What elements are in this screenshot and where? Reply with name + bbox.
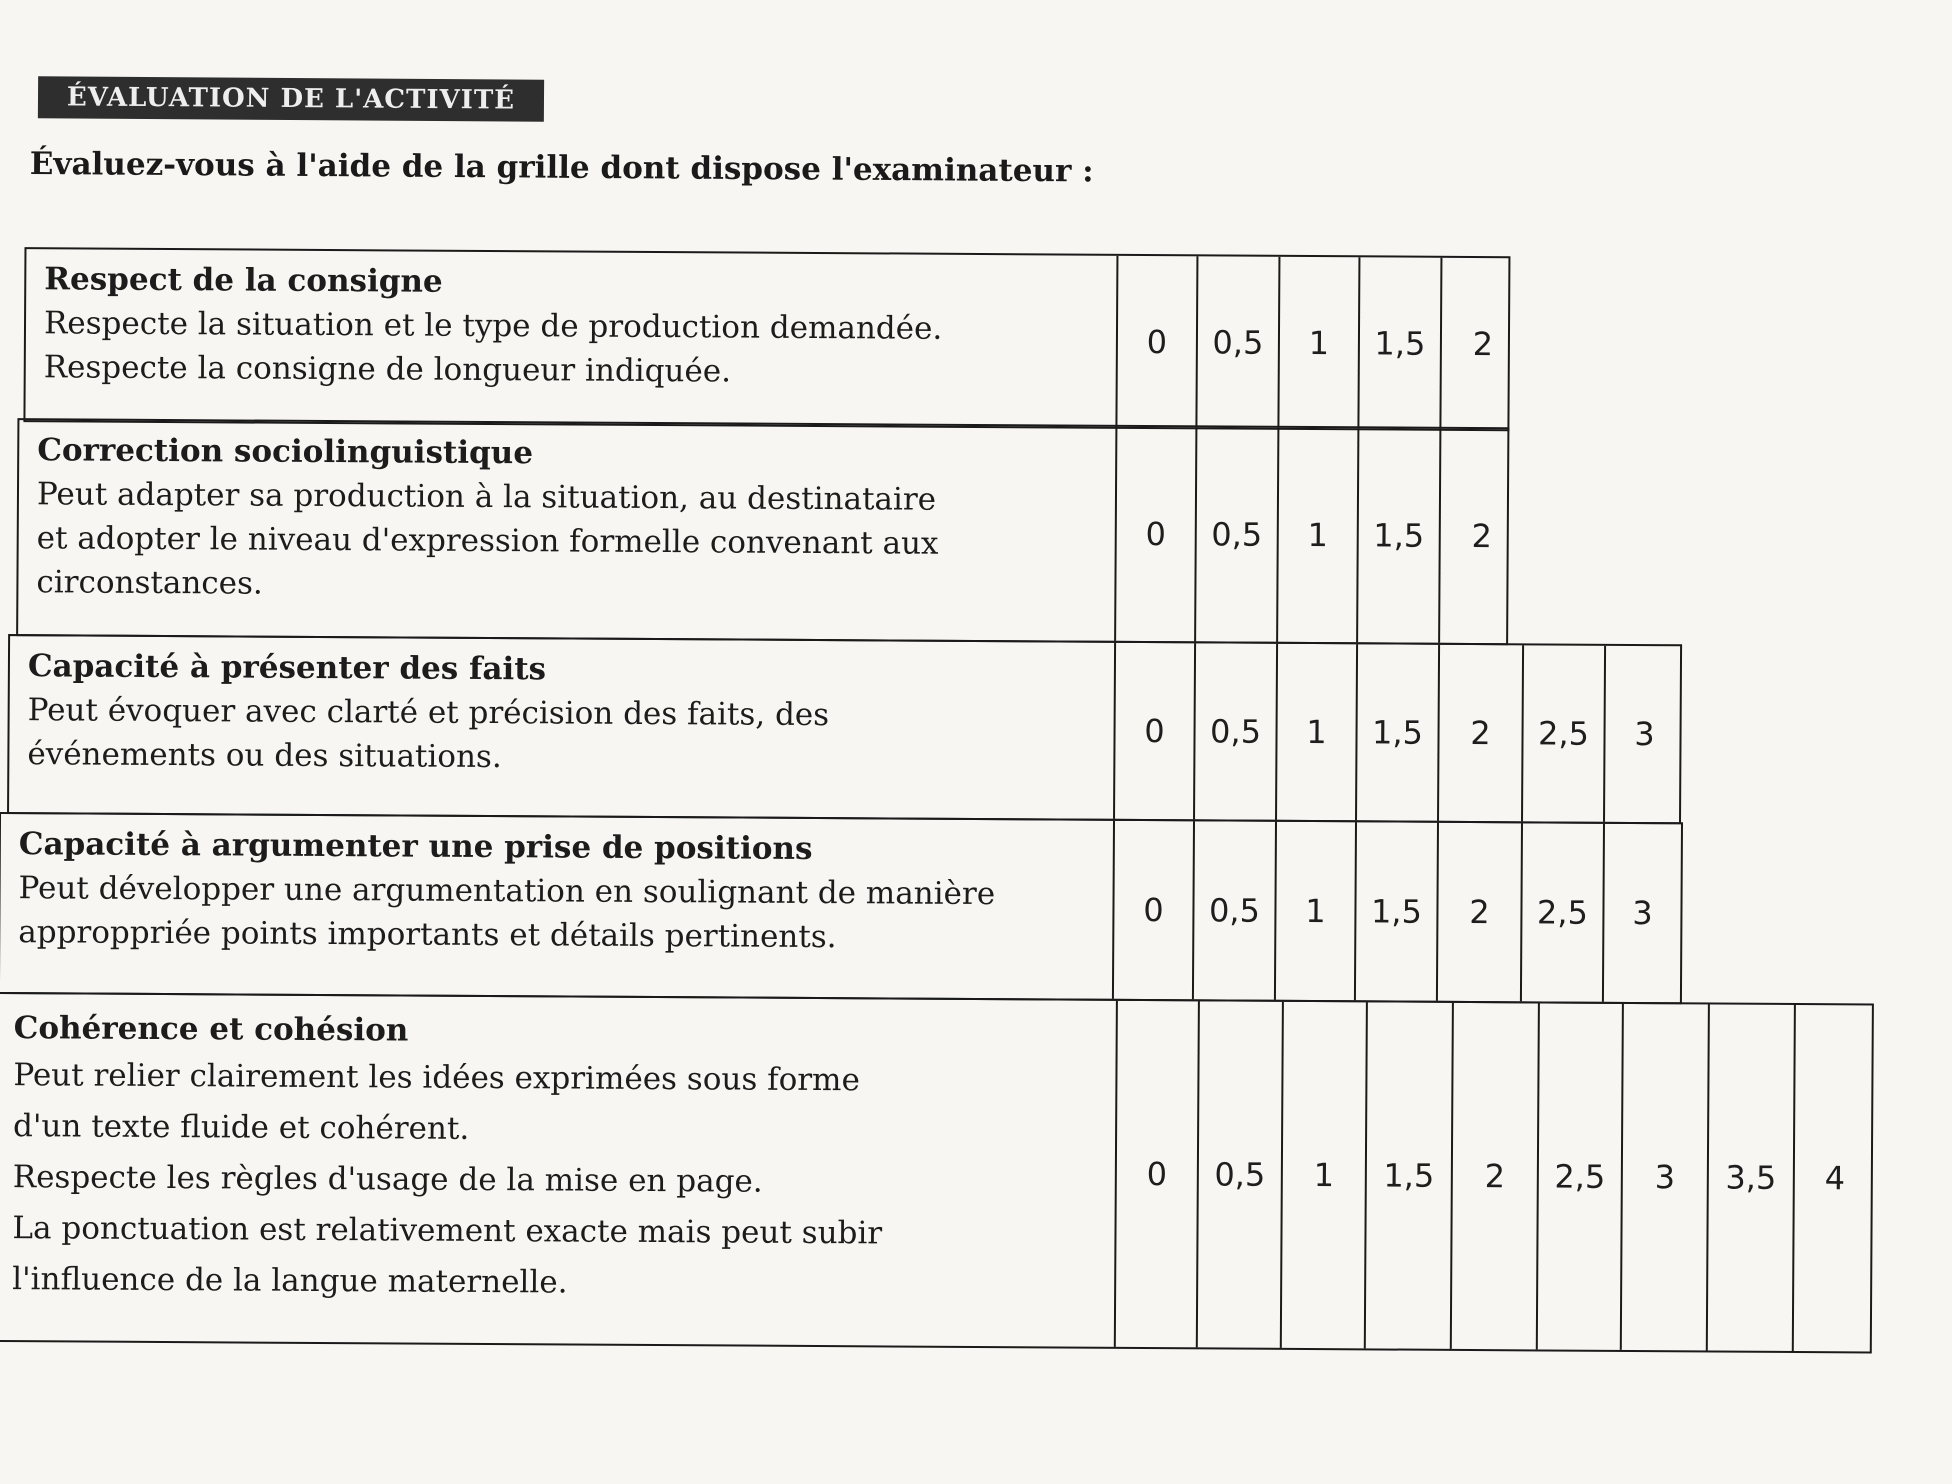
score-cell[interactable]: 0,5 bbox=[1194, 821, 1277, 999]
score-cell[interactable]: 0 bbox=[1116, 1000, 1200, 1346]
score-cell[interactable]: 3,5 bbox=[1708, 1004, 1796, 1351]
criterion-row-argumenter bbox=[0, 812, 1683, 1004]
criterion-line: Respecte la consigne de longueur indiquée. bbox=[43, 349, 732, 390]
criterion-line: d'un texte fluide et cohérent. bbox=[13, 1107, 470, 1147]
criterion-row-coherence bbox=[0, 991, 1874, 1352]
criterion-cell bbox=[25, 249, 1118, 427]
criterion-line: Peut adapter sa production à la situation, au destinataire bbox=[36, 475, 937, 518]
score-cell[interactable]: 2,5 bbox=[1523, 645, 1606, 821]
criterion-line: Peut évoquer avec clarté et précision des faits, des bbox=[27, 691, 830, 733]
score-cell[interactable]: 1 bbox=[1282, 1001, 1368, 1348]
criterion-line: événements ou des situations. bbox=[27, 735, 502, 775]
score-cell[interactable]: 4 bbox=[1824, 1158, 1846, 1197]
criterion-line: approppriée points importants et détails pertinents. bbox=[18, 913, 837, 955]
score-cell[interactable]: 3 bbox=[1632, 893, 1653, 932]
score-cell[interactable]: 2,5 bbox=[1522, 823, 1605, 1001]
criterion-line: Respecte la situation et le type de production demandée. bbox=[43, 305, 943, 347]
criterion-title: Correction sociolinguistique bbox=[37, 431, 534, 471]
score-cell[interactable]: 1 bbox=[1276, 821, 1357, 999]
score-cell[interactable]: 2 bbox=[1438, 822, 1523, 1001]
score-cell[interactable]: 0,5 bbox=[1197, 256, 1280, 427]
instruction-text: Évaluez-vous à l'aide de la grille dont dispose l'examinateur : bbox=[29, 146, 1094, 190]
criterion-title: Respect de la consigne bbox=[44, 261, 443, 300]
score-cell[interactable]: 2 bbox=[1452, 1002, 1540, 1349]
criterion-row-consigne bbox=[23, 247, 1510, 431]
score-cell[interactable]: 1 bbox=[1279, 257, 1360, 428]
criterion-cell bbox=[18, 420, 1117, 641]
score-cell[interactable]: 3 bbox=[1622, 1003, 1710, 1350]
score-cell[interactable]: 1,5 bbox=[1358, 428, 1441, 642]
criterion-line: circonstances. bbox=[36, 563, 263, 602]
criterion-cell bbox=[9, 636, 1116, 819]
score-cell[interactable]: 2 bbox=[1439, 644, 1524, 821]
score-cell[interactable]: 1,5 bbox=[1359, 257, 1442, 428]
score-cell[interactable]: 0 bbox=[1117, 256, 1198, 427]
criterion-title: Cohérence et cohésion bbox=[13, 1009, 409, 1049]
section-title-badge: ÉVALUATION DE L'ACTIVITÉ bbox=[38, 76, 544, 122]
score-cell[interactable]: 0,5 bbox=[1196, 427, 1279, 641]
criterion-line: La ponctuation est relativement exacte mais peut subir bbox=[12, 1209, 883, 1251]
score-cell[interactable]: 1 bbox=[1278, 427, 1359, 641]
criterion-line: et adopter le niveau d'expression formelle convenant aux bbox=[36, 519, 939, 562]
score-cell[interactable]: 2,5 bbox=[1538, 1003, 1624, 1350]
score-cell[interactable]: 3 bbox=[1634, 714, 1655, 753]
criterion-cell bbox=[0, 814, 1115, 999]
score-cell[interactable]: 0,5 bbox=[1195, 643, 1278, 819]
score-cell[interactable]: 2 bbox=[1471, 516, 1493, 555]
score-cell[interactable]: 2 bbox=[1472, 324, 1494, 363]
score-cell[interactable]: 1,5 bbox=[1366, 1002, 1454, 1349]
criterion-line: Peut développer une argumentation en soulignant de manière bbox=[18, 869, 996, 912]
criterion-title: Capacité à présenter des faits bbox=[27, 647, 547, 687]
score-cell[interactable]: 1,5 bbox=[1356, 822, 1439, 1000]
criterion-row-presenter-faits bbox=[7, 634, 1682, 824]
criterion-line: Respecte les règles d'usage de la mise en page. bbox=[12, 1158, 763, 1200]
criterion-line: l'influence de la langue maternelle. bbox=[12, 1260, 568, 1300]
score-cell[interactable]: 0 bbox=[1114, 820, 1195, 998]
score-cell[interactable]: 0,5 bbox=[1198, 1001, 1284, 1348]
criterion-title: Capacité à argumenter une prise de positions bbox=[18, 825, 813, 867]
score-cell[interactable]: 0 bbox=[1116, 426, 1197, 640]
criterion-cell bbox=[0, 993, 1118, 1346]
criterion-line: Peut relier clairement les idées exprimées sous forme bbox=[13, 1056, 860, 1098]
score-cell[interactable]: 0 bbox=[1115, 642, 1196, 818]
score-cell[interactable]: 1,5 bbox=[1357, 644, 1440, 820]
score-cell[interactable]: 1 bbox=[1277, 643, 1358, 819]
criterion-row-sociolinguistique bbox=[16, 418, 1509, 645]
